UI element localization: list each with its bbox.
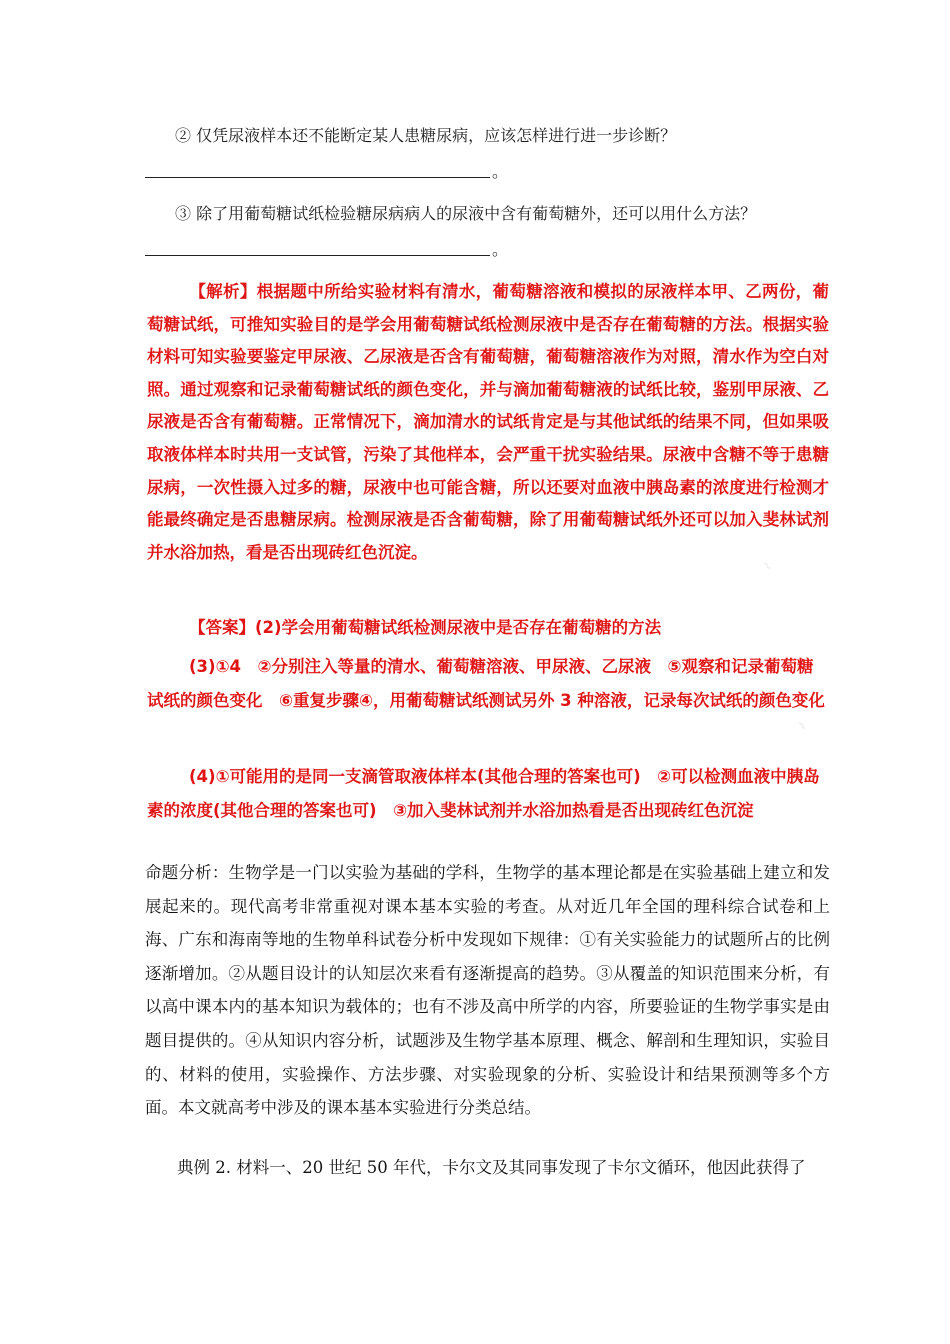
analysis-label: 【解析】	[189, 282, 257, 301]
analysis-text: 根据题中所给实验材料有清水，葡萄糖溶液和模拟的尿液样本甲、乙两份，葡萄糖试纸，可推知实验目的是学会用葡萄糖试纸检测尿液中是否存在葡萄糖的方法。根据实验材料可知实验要鉴定甲尿液、乙尿液是否含有葡萄糖，葡萄糖溶液作为对照，清水作为空白对照。通过观察和记录葡萄糖试纸的颜色变化，并与滴加葡萄糖液的试纸比较，鉴别甲尿液、乙尿液是否含有葡萄糖。正常情况下，滴加清水的试纸肯定是与其他试纸的结果不同，但如果吸取液体样本时共用一支试管，污染了其他样本，会严重干扰实验结果。尿液中含糖不等于患糖尿病，一次性摄入过多的糖，尿液中也可能含糖，所以还要对血液中胰岛素的浓度进行检测才能最终确定是否患糖尿病。检测尿液是否含葡萄糖，除了用葡萄糖试纸外还可以加入斐林试剂并水浴加热，看是否出现砖红色沉淀。	[147, 282, 830, 562]
watermark-mark: ⌇	[796, 719, 809, 734]
blank-period: 。	[492, 240, 509, 259]
example-paragraph: 典例 2. 材料一、20 世纪 50 年代，卡尔文及其同事发现了卡尔文循环，他因此获得了	[177, 1158, 806, 1177]
answer-blank-2[interactable]	[145, 160, 508, 182]
blank-underline	[145, 176, 490, 178]
question-2: ② 仅凭尿液样本还不能断定某人患糖尿病，应该怎样进行进一步诊断？	[175, 126, 677, 145]
answer-label: 【答案】	[189, 618, 255, 637]
answer-item-4: (4)①可能用的是同一支滴管取液体样本(其他合理的答案也可) ②可以检测血液中胰岛素的浓度(其他合理的答案也可) ③加入斐林试剂并水浴加热看是否出现砖红色沉淀	[147, 767, 820, 820]
question-3: ③ 除了用葡萄糖试纸检验糖尿病病人的尿液中含有葡萄糖外，还可以用什么方法？	[175, 204, 757, 223]
answer-blank-3[interactable]	[145, 238, 508, 260]
blank-period: 。	[492, 162, 509, 181]
analysis-section	[147, 276, 829, 569]
answer-item-2: 【答案】(2)学会用葡萄糖试纸检测尿液中是否存在葡萄糖的方法	[189, 618, 662, 637]
blank-underline	[145, 254, 490, 256]
commentary-paragraph: 命题分析：生物学是一门以实验为基础的学科，生物学的基本理论都是在实验基础上建立和发展起来的。现代高考非常重视对课本基本实验的考查。从对近几年全国的理科综合试卷和上海、广东和海南等地的生物单科试卷分析中发现如下规律：①有关实验能力的试题所占的比例逐渐增加。②从题目设计的认知层次来看有逐渐提高的趋势。③从覆盖的知识范围来分析，有以高中课本内的基本知识为载体的；也有不涉及高中所学的内容，所要验证的生物学事实是由题目提供的。④从知识内容分析，试题涉及生物学基本原理、概念、解剖和生理知识，实验目的、材料的使用，实验操作、方法步骤、对实验现象的分析、实验设计和结果预测等多个方面。本文就高考中涉及的课本基本实验进行分类总结。	[145, 863, 830, 1118]
answer-item-3: (3)①4 ②分别注入等量的清水、葡萄糖溶液、甲尿液、乙尿液 ⑤观察和记录葡萄糖试纸的颜色变化 ⑥重复步骤④，用葡萄糖试纸测试另外 3 种溶液，记录每次试纸的颜色变化	[147, 657, 825, 710]
watermark-mark: ⌇	[761, 559, 774, 574]
